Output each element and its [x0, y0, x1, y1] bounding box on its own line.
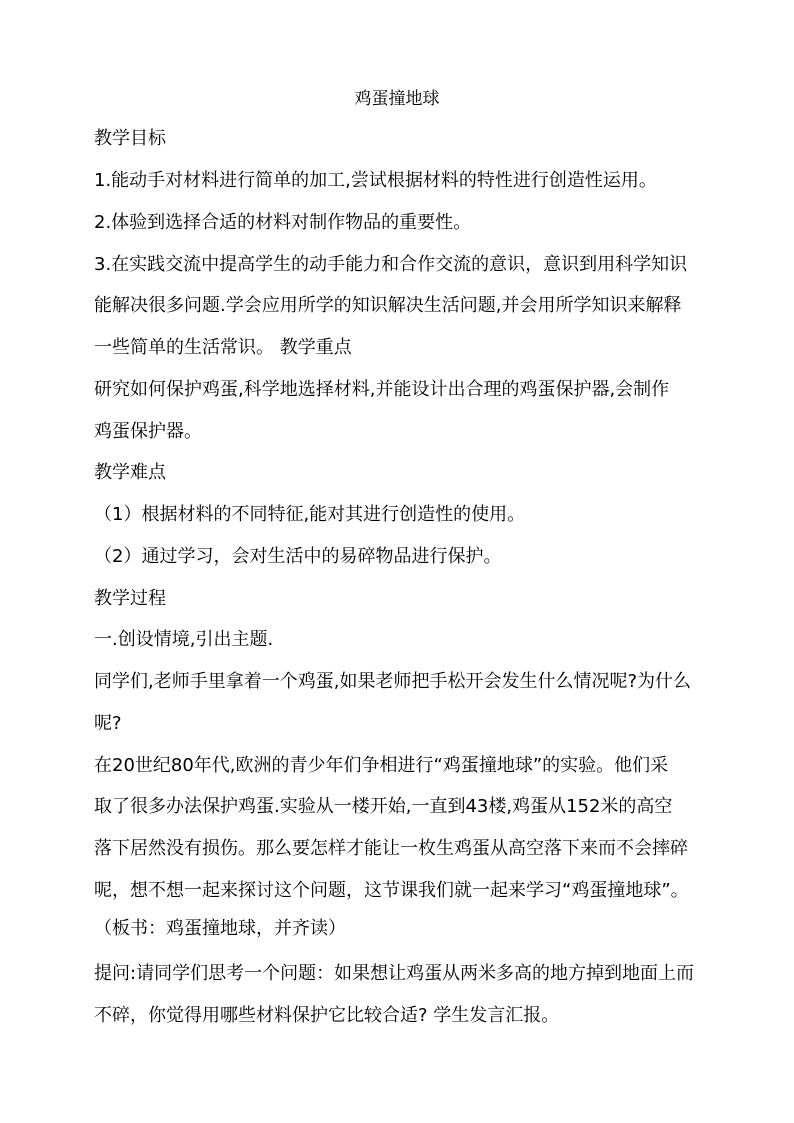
heading-teaching-goals: 教学目标	[94, 128, 166, 149]
question-line-1: 提问:请同学们思考一个问题：如果想让鸡蛋从两米多高的地方掉到地面上而	[94, 963, 695, 984]
paragraph-line: 在20世纪80年代,欧洲的青少年们争相进行“鸡蛋撞地球”的实验。他们采	[94, 755, 669, 776]
question-line-2: 不碎，你觉得用哪些材料保护它比较合适? 学生发言汇报。	[94, 1005, 560, 1026]
goal-item-3-line-2: 能解决很多问题.学会应用所学的知识解决生活问题,并会用所学知识来解释	[94, 295, 682, 316]
paragraph-line: 取了很多办法保护鸡蛋.实验从一楼开始,一直到43楼,鸡蛋从152米的高空	[94, 796, 673, 817]
heading-difficulties: 教学难点	[94, 462, 166, 483]
difficulty-item-2: （2）通过学习，会对生活中的易碎物品进行保护。	[94, 546, 502, 567]
process-step-1-heading: 一.创设情境,引出主题.	[94, 629, 274, 650]
board-note: （板书：鸡蛋撞地球，并齐读）	[94, 918, 346, 939]
paragraph-line: 同学们,老师手里拿着一个鸡蛋,如果老师把手松开会发生什么情况呢?为什么	[94, 671, 691, 692]
key-point-line-2: 鸡蛋保护器。	[94, 421, 202, 442]
heading-process: 教学过程	[94, 588, 166, 609]
goal-item-3-line-3: 一些简单的生活常识。 教学重点	[94, 337, 352, 358]
paragraph-line: 落下居然没有损伤。那么要怎样才能让一枚生鸡蛋从高空落下来而不会摔碎	[94, 838, 688, 859]
paragraph-line: 呢，想不想一起来探讨这个问题，这节课我们就一起来学习“鸡蛋撞地球”。	[94, 880, 689, 901]
key-point-line-1: 研究如何保护鸡蛋,科学地选择材料,并能设计出合理的鸡蛋保护器,会制作	[94, 379, 670, 400]
document-title: 鸡蛋撞地球	[354, 89, 440, 109]
difficulty-item-1: （1）根据材料的不同特征,能对其进行创造性的使用。	[94, 504, 526, 525]
goal-item-2: 2.体验到选择合适的材料对制作物品的重要性。	[94, 212, 472, 233]
paragraph-line: 呢?	[94, 713, 122, 734]
goal-item-3-line-1: 3.在实践交流中提高学生的动手能力和合作交流的意识，意识到用科学知识	[94, 254, 688, 275]
goal-item-1: 1.能动手对材料进行简单的加工,尝试根据材料的特性进行创造性运用。	[94, 170, 657, 191]
